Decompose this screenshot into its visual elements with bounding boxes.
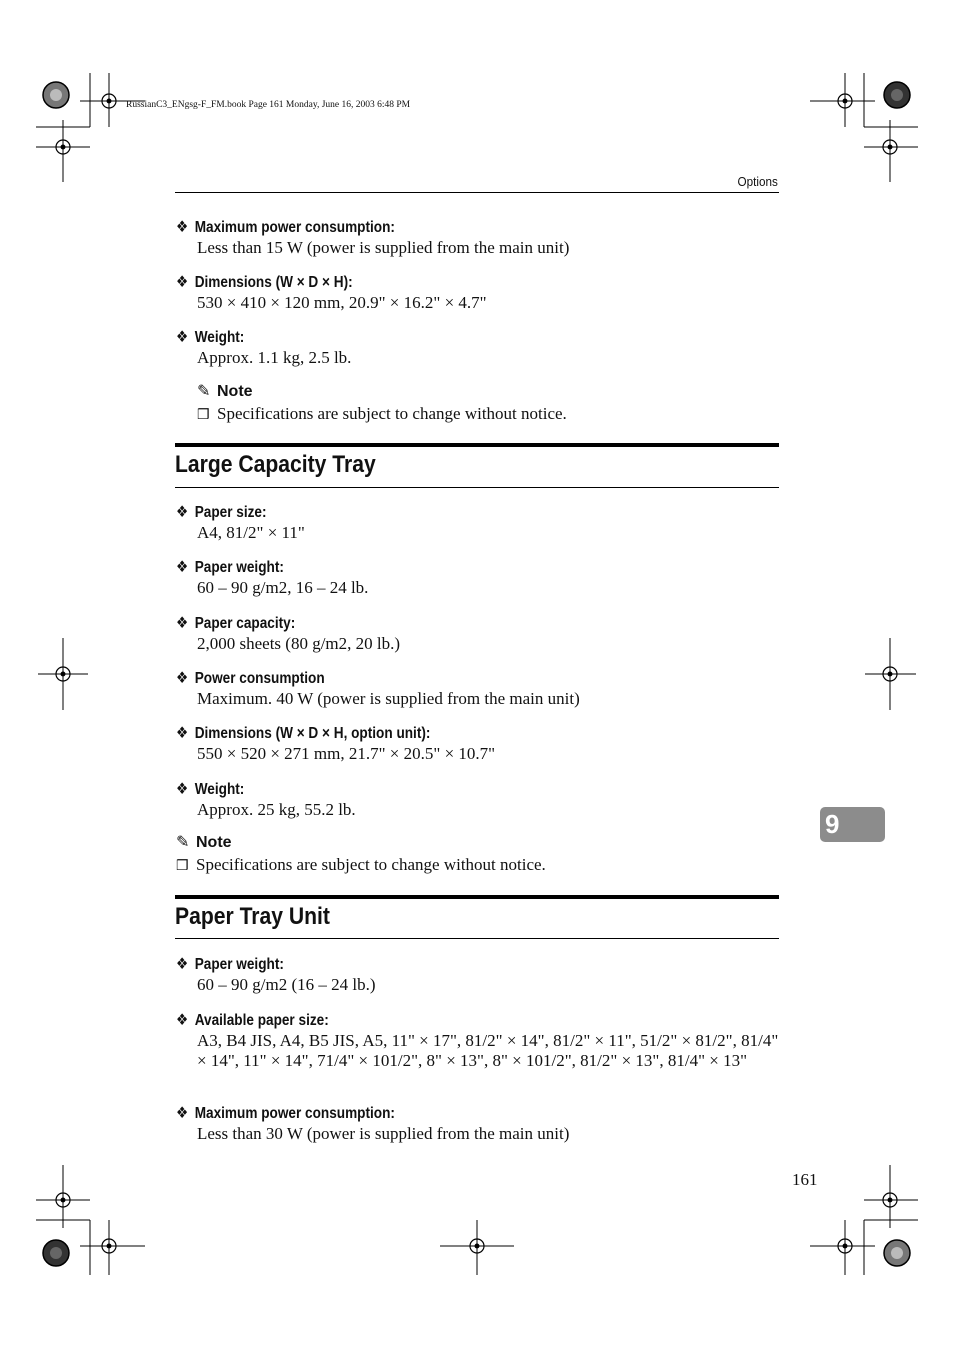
spec-item xyxy=(176,273,780,313)
diamond-bullet-icon: ❖ xyxy=(176,781,189,798)
header-rule xyxy=(175,192,779,193)
section-title: Paper Tray Unit xyxy=(175,903,330,930)
spec-item xyxy=(176,780,780,820)
diamond-bullet-icon: ❖ xyxy=(176,219,189,236)
diamond-bullet-icon: ❖ xyxy=(176,670,189,687)
spec-value: A4, 81/2" × 11" xyxy=(197,523,305,542)
diamond-bullet-icon: ❖ xyxy=(176,615,189,632)
section-rule xyxy=(175,938,779,939)
spec-label: Available paper size: xyxy=(194,1012,329,1029)
spec-value: Maximum. 40 W (power is supplied from the main unit) xyxy=(197,689,580,708)
spec-value: 530 × 410 × 120 mm, 20.9" × 16.2" × 4.7" xyxy=(197,293,487,312)
section-bar xyxy=(175,895,779,899)
diamond-bullet-icon: ❖ xyxy=(176,1105,189,1122)
spec-value: 60 – 90 g/m2, 16 – 24 lb. xyxy=(197,578,369,597)
print-info: RussianC3_ENgsg-F_FM.book Page 161 Monday, June 16, 2003 6:48 PM xyxy=(126,100,411,110)
spec-value: 2,000 sheets (80 g/m2, 20 lb.) xyxy=(197,634,401,653)
diamond-bullet-icon: ❖ xyxy=(176,1012,189,1029)
pencil-icon: ✎ xyxy=(176,834,190,851)
chapter-number: 9 xyxy=(825,809,840,839)
section-title: Large Capacity Tray xyxy=(175,451,376,478)
spec-label: Maximum power consumption: xyxy=(194,219,395,236)
note-heading: ✎ Note xyxy=(197,383,253,400)
spec-item xyxy=(176,328,780,368)
spec-label: Dimensions (W × D × H): xyxy=(194,274,353,291)
diamond-bullet-icon: ❖ xyxy=(176,956,189,973)
spec-item xyxy=(176,1011,780,1070)
spec-label: Weight: xyxy=(194,329,245,346)
spec-label: Paper size: xyxy=(194,504,267,521)
spec-value: Less than 15 W (power is supplied from the main unit) xyxy=(197,238,570,257)
spec-label: Paper weight: xyxy=(194,559,284,576)
section-bar xyxy=(175,443,779,447)
spec-item xyxy=(176,614,780,654)
spec-label: Dimensions (W × D × H, option unit): xyxy=(194,725,431,742)
checkbox-icon: ❒ xyxy=(176,859,189,874)
checkbox-icon: ❒ xyxy=(197,408,210,423)
page-number: 161 xyxy=(792,1170,818,1189)
spec-label: Paper weight: xyxy=(194,956,284,973)
spec-label: Paper capacity: xyxy=(194,615,296,632)
pencil-icon: ✎ xyxy=(197,383,211,400)
spec-label: Maximum power consumption: xyxy=(194,1105,395,1122)
spec-item xyxy=(176,1104,780,1144)
spec-label: Power consumption xyxy=(194,670,325,687)
diamond-bullet-icon: ❖ xyxy=(176,559,189,576)
running-header: Options xyxy=(737,174,778,189)
spec-item xyxy=(176,669,780,709)
note-text: ❒ Specifications are subject to change without notice. xyxy=(176,855,546,877)
spec-item xyxy=(176,218,780,258)
diamond-bullet-icon: ❖ xyxy=(176,329,189,346)
diamond-bullet-icon: ❖ xyxy=(176,725,189,742)
diamond-bullet-icon: ❖ xyxy=(176,504,189,521)
spec-item xyxy=(176,724,780,764)
spec-value: Less than 30 W (power is supplied from the main unit) xyxy=(197,1124,570,1143)
diamond-bullet-icon: ❖ xyxy=(176,274,189,291)
spec-value: Approx. 25 kg, 55.2 lb. xyxy=(197,800,356,819)
section-rule xyxy=(175,487,779,488)
spec-label: Weight: xyxy=(194,781,245,798)
spec-value: 60 – 90 g/m2 (16 – 24 lb.) xyxy=(197,975,376,994)
note-heading: ✎ Note xyxy=(176,834,232,851)
spec-value: 550 × 520 × 271 mm, 21.7" × 20.5" × 10.7" xyxy=(197,744,496,763)
spec-item xyxy=(176,558,780,598)
spec-value: A3, B4 JIS, A4, B5 JIS, A5, 11" × 17", 81/2" × 14", 81/2" × 11", 51/2" × 81/2", 81/4" × 14", 11" × 14", 71/4" × 101/2", 8" × 13", 8" × 101/2", 81/2" × 13", 81/4" × 13" xyxy=(197,1031,779,1070)
chapter-tab xyxy=(820,807,885,842)
spec-item xyxy=(176,503,780,543)
spec-value: Approx. 1.1 kg, 2.5 lb. xyxy=(197,348,352,367)
spec-item xyxy=(176,955,780,995)
note-text: ❒ Specifications are subject to change without notice. xyxy=(197,404,567,426)
